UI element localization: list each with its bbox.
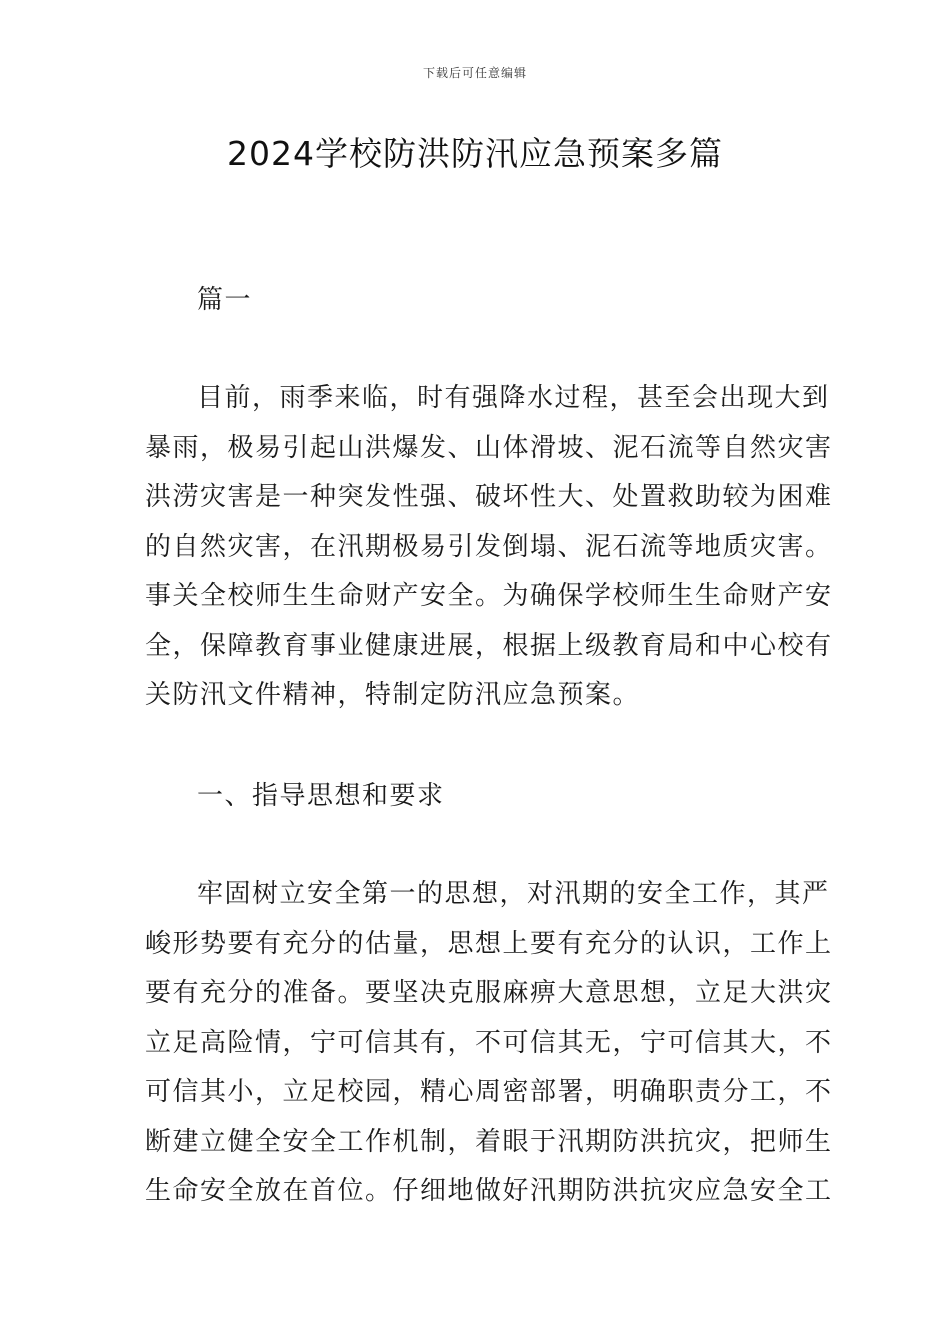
paragraph-line: 生命安全放在首位。仔细地做好汛期防洪抗灾应急安全工 [145, 1176, 833, 1206]
paragraph-line: 关防汛文件精神，特制定防汛应急预案。 [145, 680, 641, 710]
document-title: 2024学校防洪防汛应急预案多篇 [227, 134, 723, 173]
header-note: 下载后可任意编辑 [422, 66, 527, 80]
paragraph-line: 牢固树立安全第一的思想，对汛期的安全工作，其严 [197, 879, 830, 909]
paragraph-line: 洪涝灾害是一种突发性强、破坏性大、处置救助较为困难 [145, 482, 833, 512]
paragraph-line: 暴雨，极易引起山洪爆发、山体滑坡、泥石流等自然灾害 [145, 432, 833, 463]
section-heading: 一、指导思想和要求 [197, 781, 445, 811]
paragraph-line: 峻形势要有充分的估量，思想上要有充分的认识，工作上 [145, 928, 833, 959]
paragraph-line: 要有充分的准备。要坚决克服麻痹大意思想，立足大洪灾 [145, 978, 833, 1008]
paragraph-guidance [145, 870, 833, 1217]
paragraph-line: 断建立健全安全工作机制，着眼于汛期防洪抗灾，把师生 [145, 1126, 833, 1157]
paragraph-line: 的自然灾害，在汛期极易引发倒塌、泥石流等地质灾害。 [145, 531, 833, 562]
paragraph-line: 目前，雨季来临，时有强降水过程，甚至会出现大到 [197, 383, 830, 413]
paragraph-line: 事关全校师生生命财产安全。为确保学校师生生命财产安 [145, 581, 833, 611]
paragraph-line: 可信其小，立足校园，精心周密部署，明确职责分工，不 [145, 1077, 833, 1107]
paragraph-line: 立足高险情，宁可信其有，不可信其无，宁可信其大，不 [145, 1027, 833, 1058]
paragraph-intro [145, 374, 833, 721]
paragraph-line: 全，保障教育事业健康进展，根据上级教育局和中心校有 [145, 630, 833, 661]
section-label: 篇一 [197, 285, 253, 315]
